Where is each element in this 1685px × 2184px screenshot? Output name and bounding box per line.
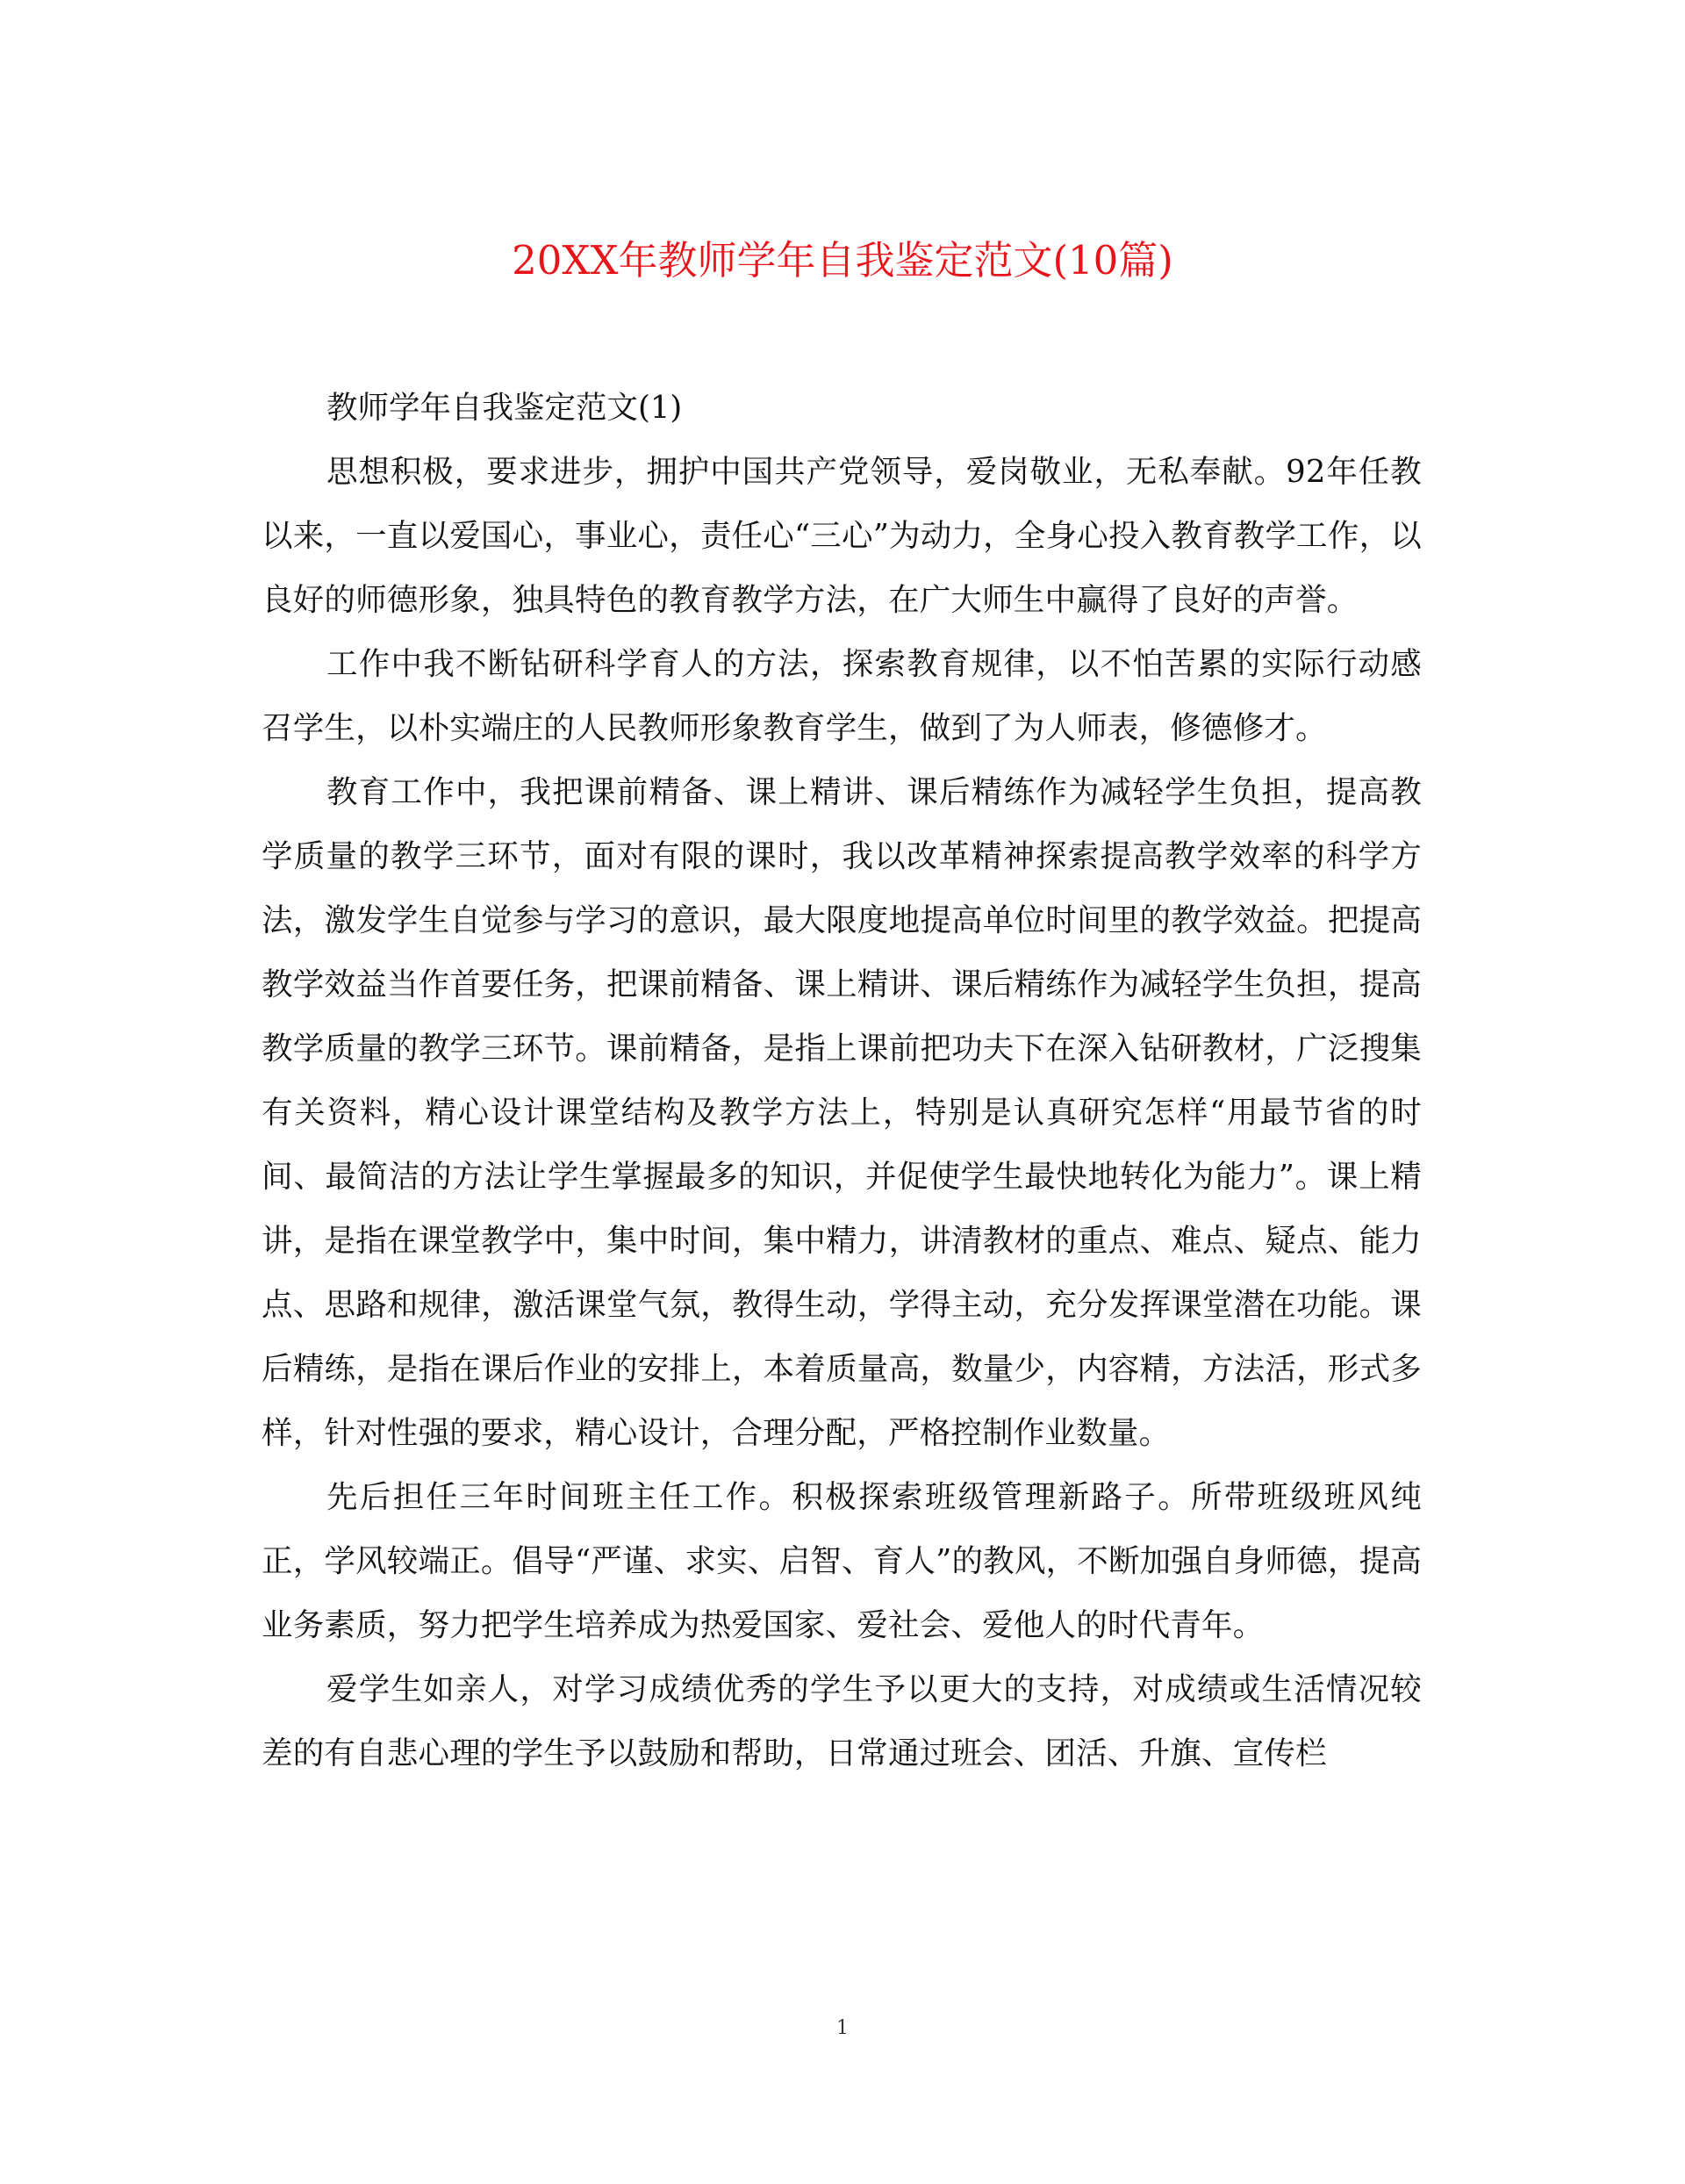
paragraph-4: 先后担任三年时间班主任工作。积极探索班级管理新路子。所带班级班风纯正，学风较端正。倡导“严谨、求实、启智、育人”的教风，不断加强自身师德，提高业务素质，努力把学生培养成为热爱国家、爱社会、爱他人的时代青年。 <box>262 1479 1422 1643</box>
paragraph-1: 思想积极，要求进步，拥护中国共产党领导，爱岗敬业，无私奉献。92年任教以来，一直以爱国心，事业心，责任心“三心”为动力，全身心投入教育教学工作，以良好的师德形象，独具特色的教育教学方法，在广大师生中赢得了良好的声誉。 <box>262 454 1422 618</box>
paragraph-3: 教育工作中，我把课前精备、课上精讲、课后精练作为减轻学生负担，提高教学质量的教学三环节，面对有限的课时，我以改革精神探索提高教学效率的科学方法，激发学生自觉参与学习的意识，最大限度地提高单位时间里的教学效益。把提高教学效益当作首要任务，把课前精备、课上精讲、课后精练作为减轻学生负担，提高教学质量的教学三环节。课前精备，是指上课前把功夫下在深入钻研教材，广泛搜集有关资料，精心设计课堂结构及教学方法上，特别是认真研究怎样“用最节省的时间、最简洁的方法让学生掌握最多的知识，并促使学生最快地转化为能力”。课上精讲，是指在课堂教学中，集中时间，集中精力，讲清教材的重点、难点、疑点、能力点、思路和规律，激活课堂气氛，教得生动，学得主动，充分发挥课堂潜在功能。课后精练，是指在课后作业的安排上，本着质量高，数量少，内容精，方法活，形式多样，针对性强的要求，精心设计，合理分配，严格控制作业数量。 <box>262 774 1422 1451</box>
section-heading: 教师学年自我鉴定范文(1) <box>326 390 683 426</box>
page-number: 1 <box>836 2017 849 2039</box>
paragraph-2: 工作中我不断钻研科学育人的方法，探索教育规律，以不怕苦累的实际行动感召学生，以朴实端庄的人民教师形象教育学生，做到了为人师表，修德修才。 <box>262 646 1422 746</box>
document-title: 20XX年教师学年自我鉴定范文(10篇) <box>512 237 1173 284</box>
paragraph-5: 爱学生如亲人，对学习成绩优秀的学生予以更大的支持，对成绩或生活情况较差的有自悲心理的学生予以鼓励和帮助，日常通过班会、团活、升旗、宣传栏 <box>262 1671 1422 1771</box>
document-body <box>262 376 1422 1785</box>
